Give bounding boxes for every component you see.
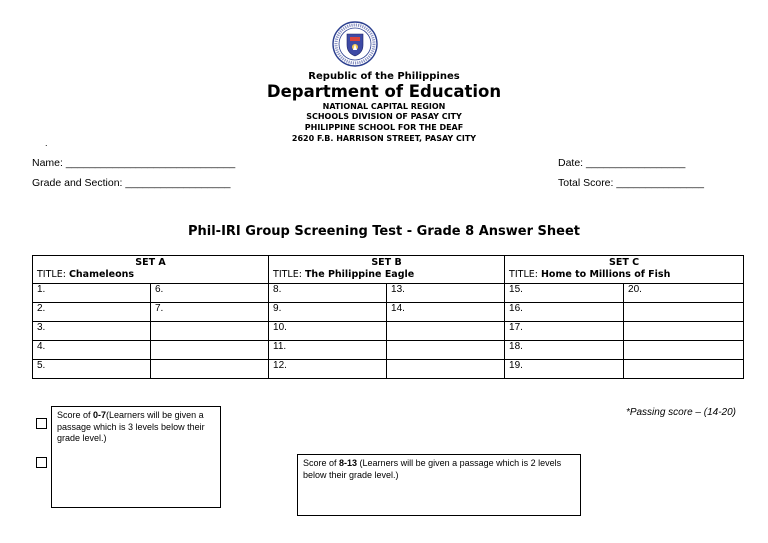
answer-cell[interactable]: 8. bbox=[269, 284, 387, 303]
set-title: The Philippine Eagle bbox=[304, 269, 415, 280]
answer-cell[interactable] bbox=[387, 360, 505, 379]
region-line: NATIONAL CAPITAL REGION bbox=[322, 102, 446, 111]
answer-cell[interactable]: 12. bbox=[269, 360, 387, 379]
answer-cell[interactable]: 5. bbox=[33, 360, 151, 379]
address-line: 2620 F.B. HARRISON STREET, PASAY CITY bbox=[291, 134, 477, 143]
table-row bbox=[33, 303, 744, 322]
answer-cell[interactable] bbox=[151, 322, 269, 341]
answer-cell[interactable]: 14. bbox=[387, 303, 505, 322]
answer-cell[interactable]: 10. bbox=[269, 322, 387, 341]
title-label: TITLE: bbox=[273, 269, 305, 280]
set-name: SET A bbox=[135, 257, 166, 268]
set-name: SET C bbox=[608, 257, 640, 268]
passing-score-note: *Passing score – (14-20) bbox=[625, 407, 736, 418]
table-row bbox=[33, 341, 744, 360]
set-name: SET B bbox=[371, 257, 402, 268]
name-field: Name: _____________________________ bbox=[32, 157, 236, 169]
score-prefix: Score of bbox=[57, 410, 94, 420]
answer-cell[interactable] bbox=[387, 341, 505, 360]
date-field: Date: _________________ bbox=[558, 157, 686, 169]
set-b-header bbox=[269, 256, 505, 284]
republic-line: Republic of the Philippines bbox=[308, 71, 460, 82]
set-a-header bbox=[33, 256, 269, 284]
answer-cell[interactable]: 18. bbox=[505, 341, 624, 360]
answer-cell[interactable]: 15. bbox=[505, 284, 624, 303]
page-title: Phil-IRI Group Screening Test - Grade 8 Answer Sheet bbox=[187, 224, 581, 239]
division-line: SCHOOLS DIVISION OF PASAY CITY bbox=[306, 112, 462, 121]
set-c-header bbox=[505, 256, 744, 284]
score-0-7-box bbox=[51, 406, 221, 508]
table-row bbox=[33, 360, 744, 379]
score-range: 0-7 bbox=[93, 410, 107, 420]
stray-mark: . bbox=[45, 138, 48, 148]
answer-cell[interactable]: 11. bbox=[269, 341, 387, 360]
answer-cell[interactable] bbox=[624, 341, 744, 360]
score-description: (Learners will be given a passage which is 2 levels below their grade level.) bbox=[303, 458, 562, 480]
answer-cell[interactable]: 9. bbox=[269, 303, 387, 322]
answer-cell[interactable]: 20. bbox=[624, 284, 744, 303]
score-8-13-checkbox[interactable] bbox=[36, 457, 47, 468]
table-row bbox=[33, 322, 744, 341]
answer-cell[interactable] bbox=[151, 341, 269, 360]
title-label: TITLE: bbox=[509, 269, 541, 280]
department-name: Department of Education bbox=[266, 82, 502, 101]
answer-cell[interactable] bbox=[624, 303, 744, 322]
score-prefix: Score of bbox=[303, 458, 340, 468]
grade-section-field: Grade and Section: __________________ bbox=[32, 177, 231, 189]
set-title: Home to Millions of Fish bbox=[540, 269, 671, 280]
answer-sheet-table bbox=[32, 255, 744, 379]
answer-cell[interactable]: 2. bbox=[33, 303, 151, 322]
answer-cell[interactable]: 3. bbox=[33, 322, 151, 341]
answer-cell[interactable]: 7. bbox=[151, 303, 269, 322]
score-0-7-checkbox[interactable] bbox=[36, 418, 47, 429]
answer-cell[interactable]: 4. bbox=[33, 341, 151, 360]
answer-cell[interactable]: 17. bbox=[505, 322, 624, 341]
answer-cell[interactable]: 1. bbox=[33, 284, 151, 303]
set-header-row bbox=[33, 256, 744, 284]
answer-cell[interactable]: 6. bbox=[151, 284, 269, 303]
answer-cell[interactable]: 13. bbox=[387, 284, 505, 303]
score-description: (Learners will be given a passage which is 3 levels below their grade level.) bbox=[57, 410, 205, 443]
score-range: 8-13 bbox=[339, 458, 358, 468]
score-8-13-box bbox=[297, 454, 581, 516]
total-score-field: Total Score: _______________ bbox=[558, 177, 704, 189]
answer-cell[interactable] bbox=[151, 360, 269, 379]
set-title: Chameleons bbox=[68, 269, 135, 280]
title-label: TITLE: bbox=[37, 269, 69, 280]
table-row bbox=[33, 284, 744, 303]
answer-cell[interactable] bbox=[624, 322, 744, 341]
answer-cell[interactable]: 16. bbox=[505, 303, 624, 322]
answer-cell[interactable] bbox=[387, 322, 505, 341]
answer-cell[interactable] bbox=[624, 360, 744, 379]
deped-seal-icon bbox=[326, 19, 384, 69]
answer-cell[interactable]: 19. bbox=[505, 360, 624, 379]
school-line: PHILIPPINE SCHOOL FOR THE DEAF bbox=[304, 123, 464, 132]
